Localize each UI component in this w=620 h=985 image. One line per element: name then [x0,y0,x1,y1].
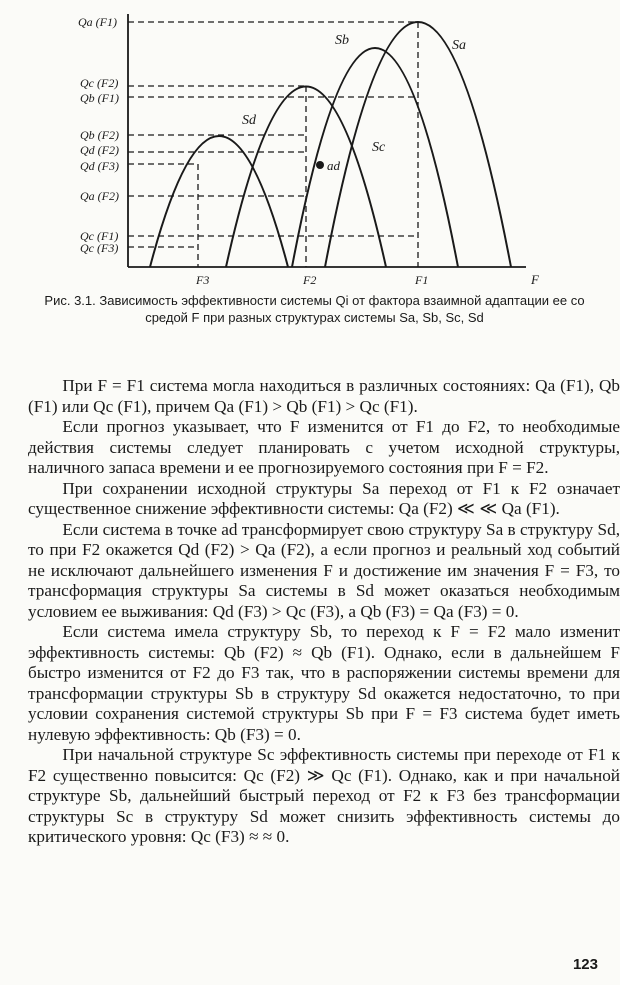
point-ad-label: ad [327,158,340,173]
curve-label-sc: Sc [372,140,386,155]
paragraph: Если система в точке ad трансформирует свою структуру Sa в структуру Sd, то при F2 окажется Qd (F2) > Qa (F2), а если прогноз и реальный ход событий не исключают дальнейшего изменения F и достижение им значения F = F3, то трансформация структуры Sa системы в Sd может оказаться необходимым условием ее выживания: Qd (F3) > Qc (F3), а Qb (F3) = Qa (F3) = 0. [28,519,620,621]
body-text [28,376,620,848]
curve-label-sa: Sa [452,38,466,53]
paragraph: При F = F1 система могла находиться в различных состояниях: Qa (F1), Qb (F1) или Qc (F1), причем Qa (F1) > Qb (F1) > Qc (F1). [28,376,620,416]
y-label-qa-f1: Qa (F1) [78,15,117,29]
x-label-f2: F2 [303,273,317,287]
y-label-qb-f2: Qb (F2) [80,128,119,142]
paragraph: Если система имела структуру Sb, то переход к F = F2 мало изменит эффективность системы: Qb (F2) ≈ Qb (F1). Однако, если в дальнейшем F быстро изменится от F2 до F3 так, что в распоряжении системы времени для трансформации структуры Sb в структуру Sd окажется недостаточно, то при условии сохранения системой структуры Sb при F = F3 система будет иметь нулевую эффективность: Qb (F3) = 0. [28,622,620,744]
y-label-qc-f3: Qc (F3) [80,241,119,255]
paragraph: При начальной структуре Sc эффективность системы при переходе от F1 к F2 существенно повысится: Qc (F2) ≫ Qc (F1). Однако, как и при начальной структуре Sb, дальнейший быстрый переход от F2 к F3 без трансформации структуры Sc в структуру Sd может снизить эффективность системы до критического уровня: Qc (F3) ≈ ≈ 0. [28,745,620,846]
curve-label-sb: Sb [335,33,349,48]
y-label-qc-f2: Qc (F2) [80,76,119,90]
y-label-qd-f2: Qd (F2) [80,143,119,157]
y-label-qb-f1: Qb (F1) [80,91,119,105]
x-label-f: F [531,272,539,287]
paragraph: При сохранении исходной структуры Sa переход от F1 к F2 означает существенное снижение эффективности системы: Qa (F2) ≪ ≪ Qa (F1). [28,478,620,518]
y-label-qc-f1: Qc (F1) [80,229,119,243]
figure-caption: Рис. 3.1. Зависимость эффективности системы Qi от фактора взаимной адаптации ее со средой F при разных структурах системы Sa, Sb, Sc, Sd [44,293,585,325]
paragraph: Если прогноз указывает, что F изменится от F1 до F2, то необходимые действия системы следует планировать с учетом исходной структуры, наличного запаса времени и ее прогнозируемого состояния при F = F2. [28,417,620,477]
page-number: 123 [572,956,598,973]
point-ad [316,161,324,169]
y-label-qd-f3: Qd (F3) [80,159,119,173]
y-label-qa-f2: Qa (F2) [80,189,119,203]
x-label-f3: F3 [196,273,210,287]
figure-graph [0,0,620,300]
x-label-f1: F1 [415,273,429,287]
curve-label-sd: Sd [242,113,256,128]
curve-sb [292,48,458,267]
